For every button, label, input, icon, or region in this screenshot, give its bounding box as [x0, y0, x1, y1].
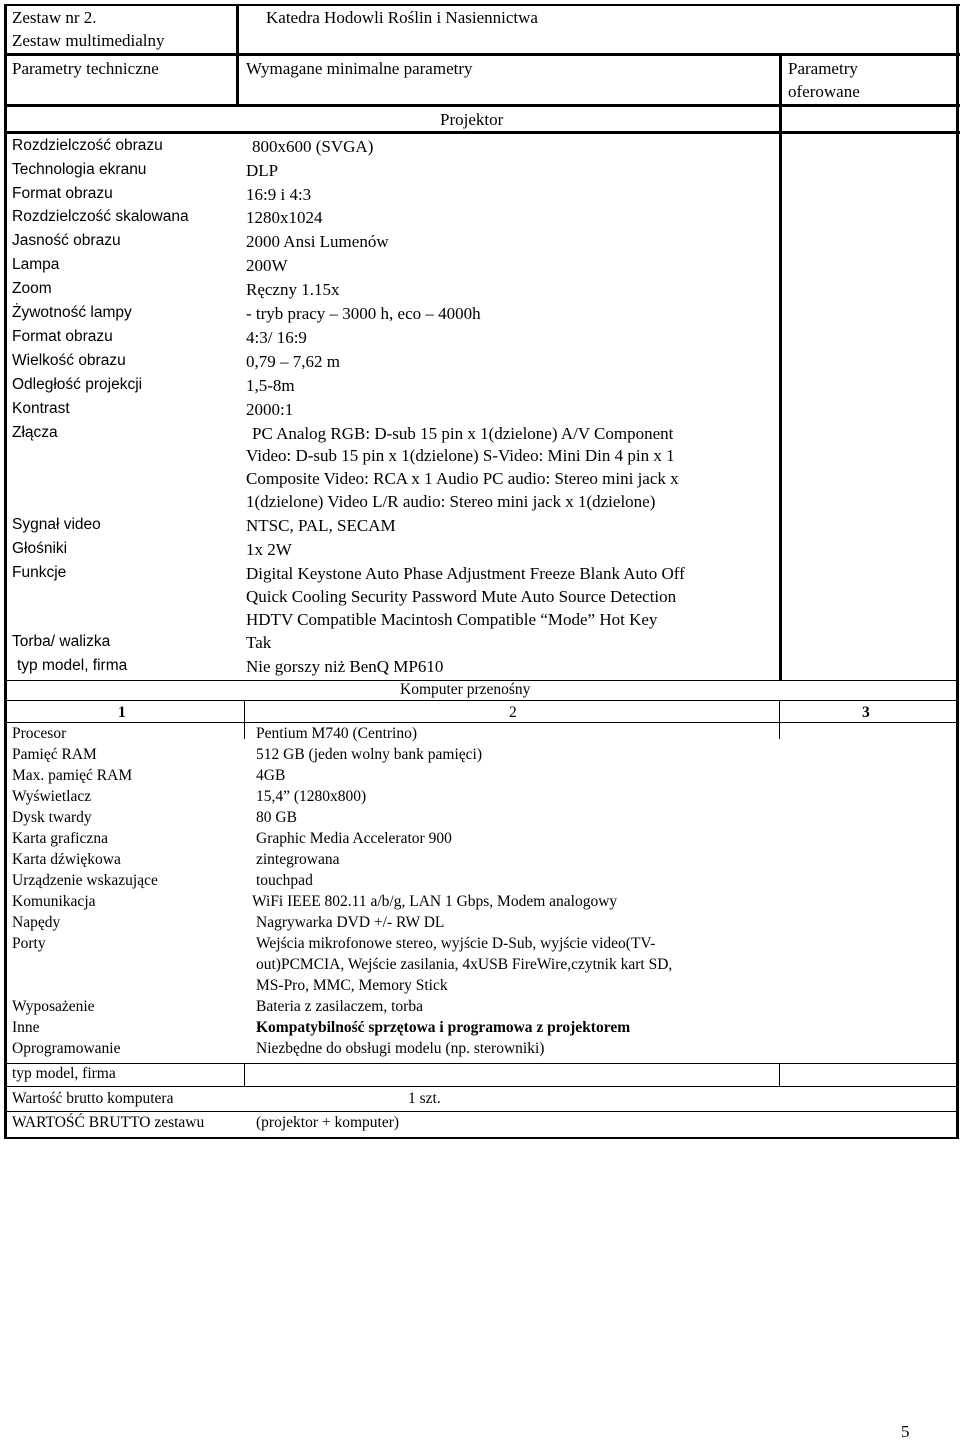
total-value: (projektor + komputer)	[256, 1114, 400, 1131]
column-number: 3	[862, 704, 870, 721]
table-border	[956, 4, 959, 1139]
spec-value: 16:9 i 4:3	[246, 185, 312, 204]
section-title-laptop: Komputer przenośny	[400, 681, 531, 698]
set-name: Zestaw multimedialny	[12, 31, 165, 50]
table-border	[236, 4, 239, 104]
spec-value: 1280x1024	[246, 208, 323, 227]
spec-label: Pamięć RAM	[12, 746, 97, 763]
spec-label: Oprogramowanie	[12, 1040, 121, 1057]
spec-label: Karta graficzna	[12, 830, 108, 847]
spec-value: 0,79 – 7,62 m	[246, 352, 340, 371]
spec-label: Jasność obrazu	[12, 232, 121, 249]
spec-value: 15,4” (1280x800)	[256, 788, 367, 805]
spec-value: WiFi IEEE 802.11 a/b/g, LAN 1 Gbps, Modem analogowy	[252, 893, 618, 910]
spec-value: 2000 Ansi Lumenów	[246, 232, 389, 251]
spec-value: Digital Keystone Auto Phase Adjustment Freeze Blank Auto Off	[246, 564, 685, 583]
spec-label: Funkcje	[12, 564, 67, 581]
table-border	[4, 1063, 959, 1064]
spec-value: 512 GB (jeden wolny bank pamięci)	[256, 746, 482, 763]
spec-label: Sygnał video	[12, 516, 101, 533]
spec-label: Żywotność lampy	[12, 304, 132, 321]
spec-label: Kontrast	[12, 400, 70, 417]
column-header-offered: oferowane	[788, 82, 860, 101]
table-border	[4, 53, 960, 56]
spec-value: Bateria z zasilaczem, torba	[256, 998, 423, 1015]
table-border	[244, 1063, 245, 1086]
column-number: 2	[509, 704, 517, 721]
spec-value: Pentium M740 (Centrino)	[256, 725, 418, 742]
table-border	[4, 131, 960, 134]
spec-label: Karta dźwiękowa	[12, 851, 121, 868]
spec-value: touchpad	[256, 872, 313, 889]
spec-value: MS-Pro, MMC, Memory Stick	[256, 977, 448, 994]
spec-label: Odległość projekcji	[12, 376, 143, 393]
spec-label: Rozdzielczość skalowana	[12, 208, 189, 225]
spec-value: 1x 2W	[246, 540, 292, 559]
spec-value: Tak	[246, 633, 272, 652]
table-border	[4, 700, 959, 701]
column-header-technical: Parametry techniczne	[12, 59, 159, 78]
spec-label: typ model, firma	[12, 1065, 116, 1082]
spec-value: Video: D-sub 15 pin x 1(dzielone) S-Video: Mini Din 4 pin x 1	[246, 446, 675, 465]
table-border	[779, 1063, 780, 1086]
department-name: Katedra Hodowli Roślin i Nasiennictwa	[266, 8, 538, 27]
table-border	[4, 722, 959, 723]
spec-value: Composite Video: RCA x 1 Audio PC audio: Stereo mini jack x	[246, 469, 679, 488]
column-header-offered: Parametry	[788, 59, 858, 78]
spec-value: 2000:1	[246, 400, 294, 419]
spec-value: Nagrywarka DVD +/- RW DL	[256, 914, 445, 931]
spec-value: Kompatybilność sprzętowa i programowa z projektorem	[256, 1019, 631, 1036]
spec-value: HDTV Compatible Macintosh Compatible “Mode” Hot Key	[246, 610, 658, 629]
spec-value: out)PCMCIA, Wejście zasilania, 4xUSB FireWire,czytnik kart SD,	[256, 956, 673, 973]
spec-label: Zoom	[12, 280, 52, 297]
spec-label: Głośniki	[12, 540, 68, 557]
spec-label: Torba/ walizka	[12, 633, 111, 650]
table-border	[4, 1086, 959, 1087]
spec-value: Quick Cooling Security Password Mute Auto Source Detection	[246, 587, 677, 606]
total-label: Wartość brutto komputera	[12, 1090, 174, 1107]
spec-value: PC Analog RGB: D-sub 15 pin x 1(dzielone) A/V Component	[252, 424, 674, 443]
column-header-required: Wymagane minimalne parametry	[246, 59, 473, 78]
spec-label: Format obrazu	[12, 185, 113, 202]
column-number: 1	[118, 704, 126, 721]
table-border	[4, 1137, 959, 1139]
spec-label: Technologia ekranu	[12, 161, 147, 178]
spec-label: Procesor	[12, 725, 67, 742]
spec-value: Wejścia mikrofonowe stereo, wyjście D-Sub, wyjście video(TV-	[256, 935, 656, 952]
spec-value: 800x600 (SVGA)	[252, 137, 374, 156]
spec-label: Komunikacja	[12, 893, 96, 910]
spec-value: Niezbędne do obsługi modelu (np. sterowniki)	[256, 1040, 545, 1057]
spec-label: Wyposażenie	[12, 998, 95, 1015]
spec-label: Wyświetlacz	[12, 788, 92, 805]
spec-label: Wielkość obrazu	[12, 352, 126, 369]
spec-value: Nie gorszy niż BenQ MP610	[246, 657, 444, 676]
spec-value: 4:3/ 16:9	[246, 328, 307, 347]
section-title-projector: Projektor	[440, 110, 504, 129]
spec-label: Porty	[12, 935, 46, 952]
spec-value: 80 GB	[256, 809, 297, 826]
spec-value: DLP	[246, 161, 279, 180]
spec-value: NTSC, PAL, SECAM	[246, 516, 396, 535]
table-border	[779, 56, 782, 681]
spec-value: Graphic Media Accelerator 900	[256, 830, 452, 847]
table-border	[4, 1111, 959, 1112]
spec-value: 4GB	[256, 767, 286, 784]
spec-value: 1(dzielone) Video L/R audio: Stereo mini jack x 1(dzielone)	[246, 492, 656, 511]
spec-label: Max. pamięć RAM	[12, 767, 133, 784]
spec-value: - tryb pracy – 3000 h, eco – 4000h	[246, 304, 481, 323]
spec-label: Napędy	[12, 914, 61, 931]
spec-label: Inne	[12, 1019, 40, 1036]
set-number: Zestaw nr 2.	[12, 8, 97, 27]
spec-label: Format obrazu	[12, 328, 113, 345]
spec-value: 200W	[246, 256, 288, 275]
total-label: WARTOŚĆ BRUTTO zestawu	[12, 1114, 205, 1131]
table-border	[4, 104, 960, 107]
spec-label: Rozdzielczość obrazu	[12, 137, 163, 154]
table-border	[244, 700, 245, 739]
table-border	[4, 4, 7, 1139]
spec-label: typ model, firma	[17, 657, 128, 674]
spec-label: Urządzenie wskazujące	[12, 872, 158, 889]
spec-value: zintegrowana	[256, 851, 340, 868]
spec-value: 1,5-8m	[246, 376, 295, 395]
table-border	[4, 4, 960, 6]
table-border	[779, 700, 780, 739]
total-value: 1 szt.	[408, 1090, 441, 1107]
page-number: 5	[901, 1422, 910, 1441]
spec-label: Lampa	[12, 256, 60, 273]
spec-value: Ręczny 1.15x	[246, 280, 340, 299]
spec-label: Złącza	[12, 424, 58, 441]
spec-label: Dysk twardy	[12, 809, 92, 826]
